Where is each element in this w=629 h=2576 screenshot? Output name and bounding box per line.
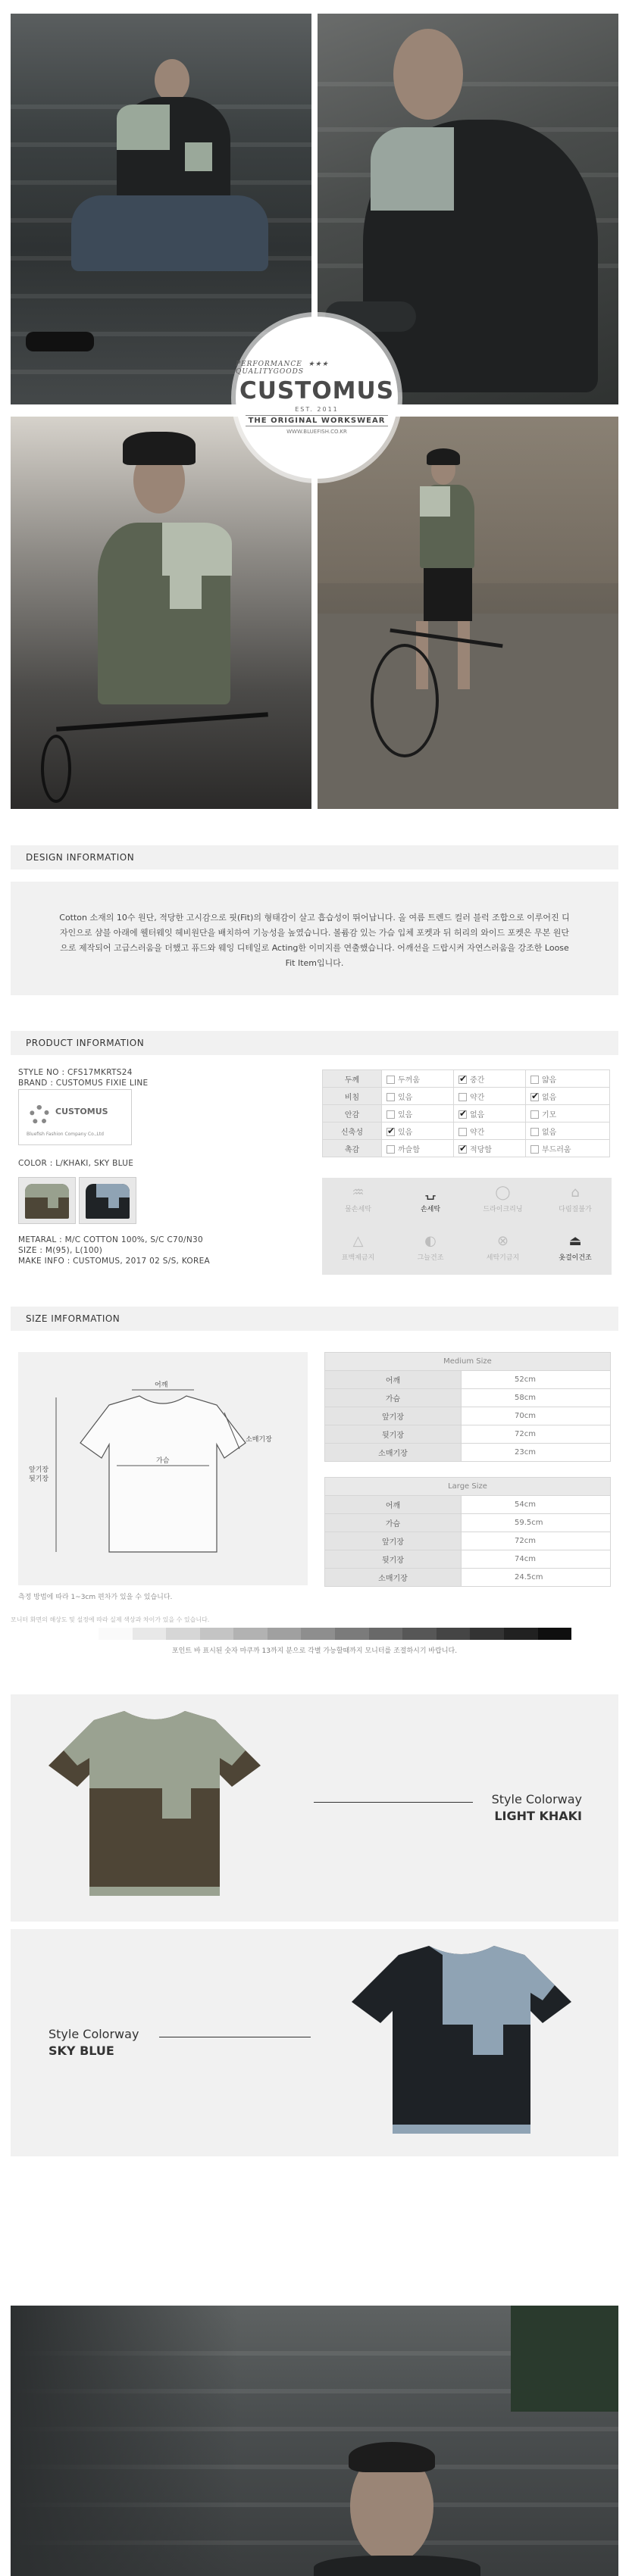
fabric-attribute-table (322, 1069, 610, 1157)
attribute-option (453, 1105, 525, 1123)
calibration-step (133, 1628, 167, 1640)
size-measure-value: 72cm (462, 1532, 611, 1550)
care-label: 드라이크리닝 (483, 1206, 523, 1213)
size-row (325, 1371, 611, 1389)
care-item (395, 1226, 467, 1275)
color-swatch-sky-blue[interactable] (79, 1177, 136, 1224)
calibration-step (470, 1628, 504, 1640)
attribute-option-label: 없음 (469, 1110, 485, 1119)
size-measure-value: 23cm (462, 1444, 611, 1462)
color-note: 모니터 화면의 해상도 및 설정에 따라 실제 색상과 차이가 있을 수 있습니다. (11, 1616, 210, 1623)
size-row (325, 1444, 611, 1462)
size-measure-label: 가슴 (325, 1514, 462, 1532)
brand-logo-box (18, 1089, 132, 1145)
attribute-option (525, 1088, 609, 1105)
attribute-option (525, 1105, 609, 1123)
make-info-line: MAKE INFO : CUSTOMUS, 2017 02 S/S, KOREA (18, 1257, 211, 1266)
measurement-note: 측정 방법에 따라 1~3cm 편차가 있을 수 있습니다. (18, 1594, 173, 1601)
care-label: 손세탁 (420, 1206, 441, 1213)
no-machine-icon: ⊗ (496, 1233, 509, 1249)
size-measure-value: 52cm (462, 1371, 611, 1389)
colorway-label: Style Colorway (49, 2027, 139, 2041)
size-row (325, 1532, 611, 1550)
product-info-heading: PRODUCT INFORMATION (26, 1038, 145, 1048)
material-line: METARAL : M/C COTTON 100%, S/C C70/N30 (18, 1235, 203, 1244)
attribute-option (453, 1070, 525, 1088)
color-swatch-khaki[interactable] (18, 1177, 76, 1224)
size-measure-value: 74cm (462, 1550, 611, 1569)
attribute-option-label: 까슬함 (398, 1145, 420, 1154)
large-size-table (324, 1477, 611, 1587)
design-info-text: Cotton 소재의 10수 원단, 적당한 고시감으로 핏(Fit)의 형태감이 살고 흡습성이 뛰어납니다. 올 여름 트렌드 컬러 블럭 조합으로 이루어진 디자인으로 샴블 아래에 웰터웨잇 헤비원단을 배치하여 기능성을 높였습니다. 볼륨감 있는 가슴 입체 포켓과 뒤 허리의 와이드 포켓은 무본 원단으로 제작되어 고급스러움을 더했고 퓨드와 웨잉 디테일로 Acting한 이미지를 연출했습니다. 어깨선을 드랍시켜 자연스러움을 강조한 Loose Fit Item입니다. (59, 913, 570, 968)
calibration-step (301, 1628, 335, 1640)
attribute-option (453, 1088, 525, 1105)
unchecked-checkbox-icon (530, 1110, 539, 1119)
checked-checkbox-icon (458, 1145, 467, 1154)
size-line: SIZE : M(95), L(100) (18, 1246, 103, 1255)
size-measure-value: 72cm (462, 1425, 611, 1444)
hand-wash-icon: ♒ (352, 1185, 365, 1201)
size-diagram (18, 1352, 308, 1585)
sleeve-label: 소매기장 (246, 1436, 272, 1444)
attribute-option-label: 있음 (398, 1110, 413, 1119)
brand-logo-subtext: Bluefish Fashion Company Co.,Ltd (27, 1132, 104, 1137)
size-measure-label: 소매기장 (325, 1569, 462, 1587)
calibration-step (233, 1628, 268, 1640)
attribute-option-label: 기모 (541, 1110, 557, 1119)
unchecked-checkbox-icon (458, 1093, 467, 1101)
dry-clean-icon: ◯ (495, 1185, 511, 1201)
size-info-header (11, 1307, 618, 1331)
checked-checkbox-icon (458, 1076, 467, 1084)
care-label: 물손세탁 (345, 1206, 371, 1213)
attribute-option-label: 얇음 (541, 1076, 557, 1085)
badge-subtitle: THE ORIGINAL WORKSWEAR (246, 415, 389, 426)
care-label: 그늘건조 (417, 1254, 444, 1262)
calibration-step (369, 1628, 403, 1640)
unchecked-checkbox-icon (386, 1110, 395, 1119)
style-number: STYLE NO : CFS17MKRTS24 (18, 1068, 133, 1077)
iron-icon: ⌂ (571, 1185, 580, 1201)
attribute-label: 두께 (323, 1070, 382, 1088)
model-photo-bicycle-front (11, 417, 311, 809)
attribute-label: 촉감 (323, 1140, 382, 1157)
product-info-header (11, 1031, 618, 1055)
attribute-option-label: 두꺼움 (398, 1076, 420, 1085)
checked-checkbox-icon (386, 1128, 395, 1136)
hanger-dry-icon: ⏏ (568, 1233, 582, 1249)
checked-checkbox-icon (530, 1093, 539, 1101)
attribute-option-label: 있음 (398, 1093, 413, 1102)
size-measure-label: 뒷기장 (325, 1425, 462, 1444)
calibration-step (504, 1628, 538, 1640)
design-info-box (11, 882, 618, 995)
size-row (325, 1496, 611, 1514)
care-instructions-grid (322, 1178, 612, 1275)
size-measure-label: 소매기장 (325, 1444, 462, 1462)
colorway-divider-line (314, 1802, 473, 1803)
attribute-option (525, 1070, 609, 1088)
size-measure-value: 70cm (462, 1407, 611, 1425)
size-table-caption: Large Size (325, 1478, 611, 1496)
care-item (322, 1226, 394, 1275)
unchecked-checkbox-icon (386, 1093, 395, 1101)
care-item (540, 1226, 612, 1275)
size-measure-label: 뒷기장 (325, 1550, 462, 1569)
wash-basin-icon: ⍽ (425, 1185, 436, 1201)
unchecked-checkbox-icon (530, 1128, 539, 1136)
size-measure-label: 어깨 (325, 1496, 462, 1514)
tshirt-sky-blue-image (344, 1940, 579, 2148)
tshirt-light-khaki-image (41, 1705, 268, 1909)
checked-checkbox-icon (458, 1110, 467, 1119)
size-measure-value: 24.5cm (462, 1569, 611, 1587)
monitor-calibration-bar (99, 1628, 571, 1640)
shade-dry-icon: ◐ (424, 1233, 437, 1249)
attribute-option-label: 약간 (469, 1128, 485, 1137)
badge-brand-name: CUSTOMUS (239, 377, 395, 404)
attribute-option (382, 1105, 454, 1123)
size-measure-value: 59.5cm (462, 1514, 611, 1532)
calibration-step (268, 1628, 302, 1640)
size-row (325, 1569, 611, 1587)
badge-est-text: EST. 2011 (295, 406, 339, 413)
badge-top-right-text: QUALITYGOODS (236, 368, 304, 376)
size-measure-label: 앞기장 (325, 1532, 462, 1550)
size-measure-label: 앞기장 (325, 1407, 462, 1425)
model-photo-bicycle-side (318, 417, 618, 809)
attribute-label: 안감 (323, 1105, 382, 1123)
colorway-name: LIGHT KHAKI (494, 1809, 582, 1823)
unchecked-checkbox-icon (530, 1145, 539, 1154)
attribute-row (323, 1123, 610, 1140)
care-item (322, 1178, 394, 1226)
attribute-option-label: 없음 (541, 1128, 557, 1137)
attribute-option-label: 부드러움 (541, 1145, 571, 1154)
unchecked-checkbox-icon (386, 1145, 395, 1154)
care-label: 세탁기금지 (486, 1254, 520, 1262)
size-info-heading: SIZE IMFORMATION (26, 1313, 120, 1324)
medium-size-table (324, 1352, 611, 1462)
size-row (325, 1389, 611, 1407)
care-label: 표백제금지 (341, 1254, 375, 1262)
model-photo-stairs-bottom (11, 2306, 618, 2576)
attribute-option-label: 없음 (541, 1093, 557, 1102)
attribute-option (382, 1088, 454, 1105)
size-row (325, 1514, 611, 1532)
calibration-step (99, 1628, 133, 1640)
attribute-option-label: 적당함 (469, 1145, 492, 1154)
attribute-option (382, 1140, 454, 1157)
care-item (467, 1178, 539, 1226)
design-info-heading: DESIGN INFORMATION (26, 852, 135, 863)
care-label: 다림질불가 (559, 1206, 592, 1213)
care-item (540, 1178, 612, 1226)
unchecked-checkbox-icon (458, 1128, 467, 1136)
length-label: 앞기장 뒷기장 (29, 1466, 49, 1483)
attribute-row (323, 1140, 610, 1157)
calibration-step (166, 1628, 200, 1640)
care-item (467, 1226, 539, 1275)
badge-url: WWW.BLUEFISH.CO.KR (286, 429, 347, 435)
attribute-label: 신축성 (323, 1123, 382, 1140)
attribute-option (453, 1140, 525, 1157)
calibration-step (402, 1628, 437, 1640)
attribute-option (382, 1123, 454, 1140)
shoulder-label: 어깨 (155, 1382, 168, 1389)
calibration-step (200, 1628, 234, 1640)
attribute-option-label: 있음 (398, 1128, 413, 1137)
colorway-light-khaki-title (492, 1791, 582, 1825)
no-bleach-icon: △ (352, 1233, 364, 1249)
size-row (325, 1407, 611, 1425)
size-row (325, 1550, 611, 1569)
colorway-name: SKY BLUE (49, 2044, 114, 2058)
chest-label: 가슴 (156, 1457, 170, 1465)
colorway-panel-light-khaki (11, 1694, 618, 1922)
unchecked-checkbox-icon (530, 1076, 539, 1084)
attribute-option (525, 1123, 609, 1140)
calibration-note: 포인트 바 표시된 숫자 마쿠까 13까지 분으로 각별 가능할때까지 모니터를 조절하시기 바랍니다. (171, 1647, 458, 1655)
size-row (325, 1425, 611, 1444)
size-measure-label: 어깨 (325, 1371, 462, 1389)
colorway-sky-blue-title (49, 2026, 139, 2059)
calibration-step (335, 1628, 369, 1640)
colorway-label: Style Colorway (491, 1792, 582, 1806)
attribute-option (382, 1070, 454, 1088)
size-measure-value: 58cm (462, 1389, 611, 1407)
calibration-step (437, 1628, 471, 1640)
design-info-header (11, 845, 618, 870)
unchecked-checkbox-icon (386, 1076, 395, 1084)
attribute-option (453, 1123, 525, 1140)
gear-icon (30, 1105, 49, 1125)
attribute-row (323, 1070, 610, 1088)
attribute-row (323, 1105, 610, 1123)
size-table-caption: Medium Size (325, 1353, 611, 1371)
care-label: 옷걸이건조 (559, 1254, 592, 1262)
brand-badge-logo: PERFORMANCE ★★★ QUALITYGOODS CUSTOMUS EST. 2011 THE ORIGINAL WORKSWEAR WWW.BLUEFISH.CO.KR (236, 317, 398, 479)
attribute-label: 비침 (323, 1088, 382, 1105)
size-measure-value: 54cm (462, 1496, 611, 1514)
calibration-step (538, 1628, 572, 1640)
colorway-panel-sky-blue (11, 1929, 618, 2156)
brand-logo-text: CUSTOMUS (55, 1107, 108, 1116)
color-line: COLOR : L/KHAKI, SKY BLUE (18, 1159, 134, 1168)
care-item (395, 1178, 467, 1226)
attribute-option (525, 1140, 609, 1157)
size-measure-label: 가슴 (325, 1389, 462, 1407)
attribute-row (323, 1088, 610, 1105)
badge-top-left-text: PERFORMANCE (236, 361, 302, 368)
attribute-option-label: 약간 (469, 1093, 485, 1102)
brand-line: BRAND : CUSTOMUS FIXIE LINE (18, 1079, 149, 1088)
attribute-option-label: 중간 (469, 1076, 485, 1085)
